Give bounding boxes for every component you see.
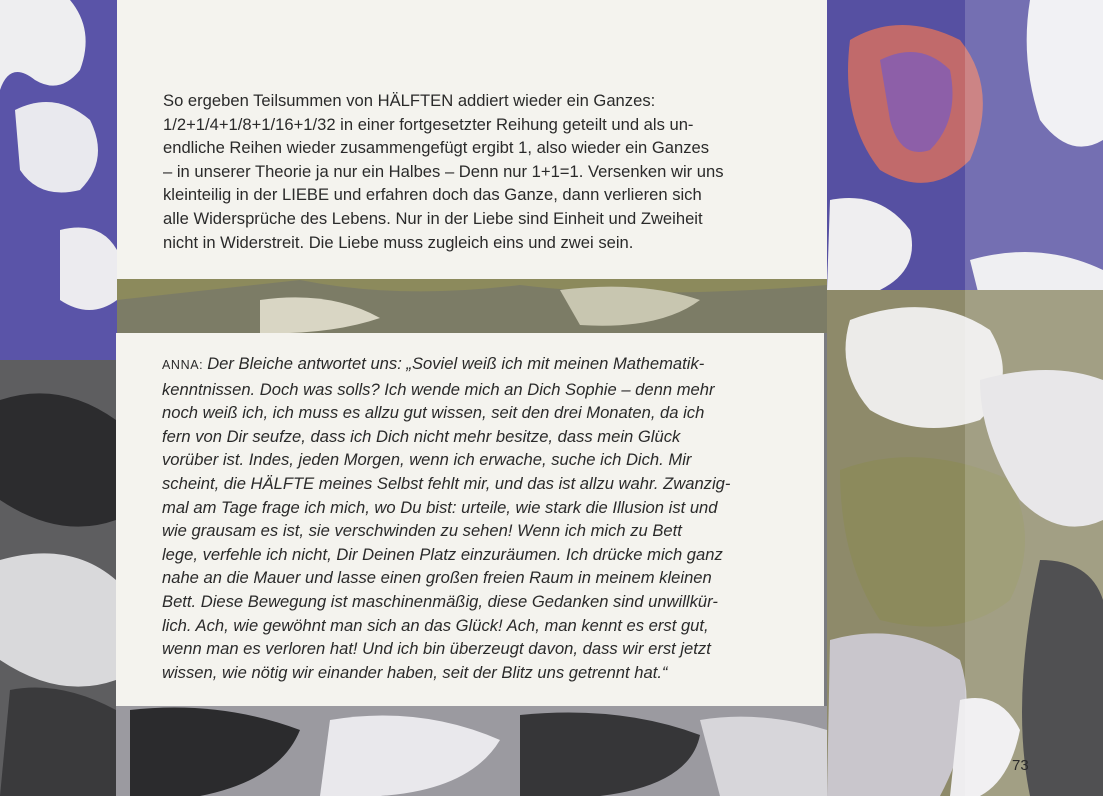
quote-line: kenntnissen. Doch was solls? Ich wende mich an Dich Sophie – denn mehr [162, 379, 715, 399]
paragraph-line: alle Widersprüche des Lebens. Nur in der Liebe sind Einheit und Zweiheit [163, 208, 703, 228]
quote-line: wenn man es verloren hat! Und ich bin überzeugt davon, dass wir erst jetzt [162, 639, 711, 659]
quote-text-panel [116, 333, 824, 706]
quote-line: mal am Tage frage ich mich, wo Du bist: urteile, wie stark die Illusion ist und [162, 497, 718, 517]
paragraph-line: nicht in Widerstreit. Die Liebe muss zugleich eins und zwei sein. [163, 232, 634, 252]
quote-line: lege, verfehle ich nicht, Dir Deinen Platz einzuräumen. Ich drücke mich ganz [162, 544, 723, 564]
paragraph-line: kleinteilig in der LIEBE und erfahren doch das Ganze, dann verlieren sich [163, 185, 702, 205]
quote-line: vorüber ist. Indes, jeden Morgen, wenn ich erwache, suche ich Dich. Mir [162, 450, 692, 470]
quote-line: fern von Dir seufze, dass ich Dich nicht mehr besitze, dass mein Glück [162, 426, 681, 446]
quote-line: lich. Ach, wie gewöhnt man sich an das Glück! Ach, man kennt es erst gut, [162, 615, 709, 635]
quote-line: noch weiß ich, ich muss es allzu gut wissen, seit den drei Monaten, da ich [162, 403, 705, 423]
paragraph-line: So ergeben Teilsummen von HÄLFTEN addiert wieder ein Ganzes: [163, 91, 656, 110]
paragraph-line: 1/2+1/4+1/8+1/16+1/32 in einer fortgesetzter Reihung geteilt und als un- [163, 114, 694, 134]
paragraph-line: endliche Reihen wieder zusammengefügt ergibt 1, also wieder ein Ganzes [163, 138, 710, 158]
upper-text-panel [117, 0, 827, 279]
quote-line: wissen, wie nötig wir einander haben, seit der Blitz uns getrennt hat.“ [162, 662, 668, 682]
quote-line: wie grausam es ist, sie verschwinden zu sehen! Wenn ich mich zu Bett [162, 521, 682, 541]
quote-first-line [162, 352, 788, 378]
quote-line: nahe an die Mauer und lasse einen großen freien Raum in meinem kleinen [162, 568, 712, 588]
quote-line: scheint, die HÄLFTE meines Selbst fehlt mir, und das ist allzu wahr. Zwanzig- [162, 473, 731, 493]
quote-line: Der Bleiche antwortet uns: „Soviel weiß ich mit meinen Mathematik- [207, 354, 705, 373]
quote-line: Bett. Diese Bewegung ist maschinenmäßig, diese Gedanken sind unwillkür- [162, 591, 718, 611]
speaker-label: ANNA: [162, 358, 204, 372]
paragraph-line: – in unserer Theorie ja nur ein Halbes – Denn nur 1+1=1. Versenken wir uns [163, 161, 724, 181]
page-number: 73 [1012, 757, 1029, 774]
